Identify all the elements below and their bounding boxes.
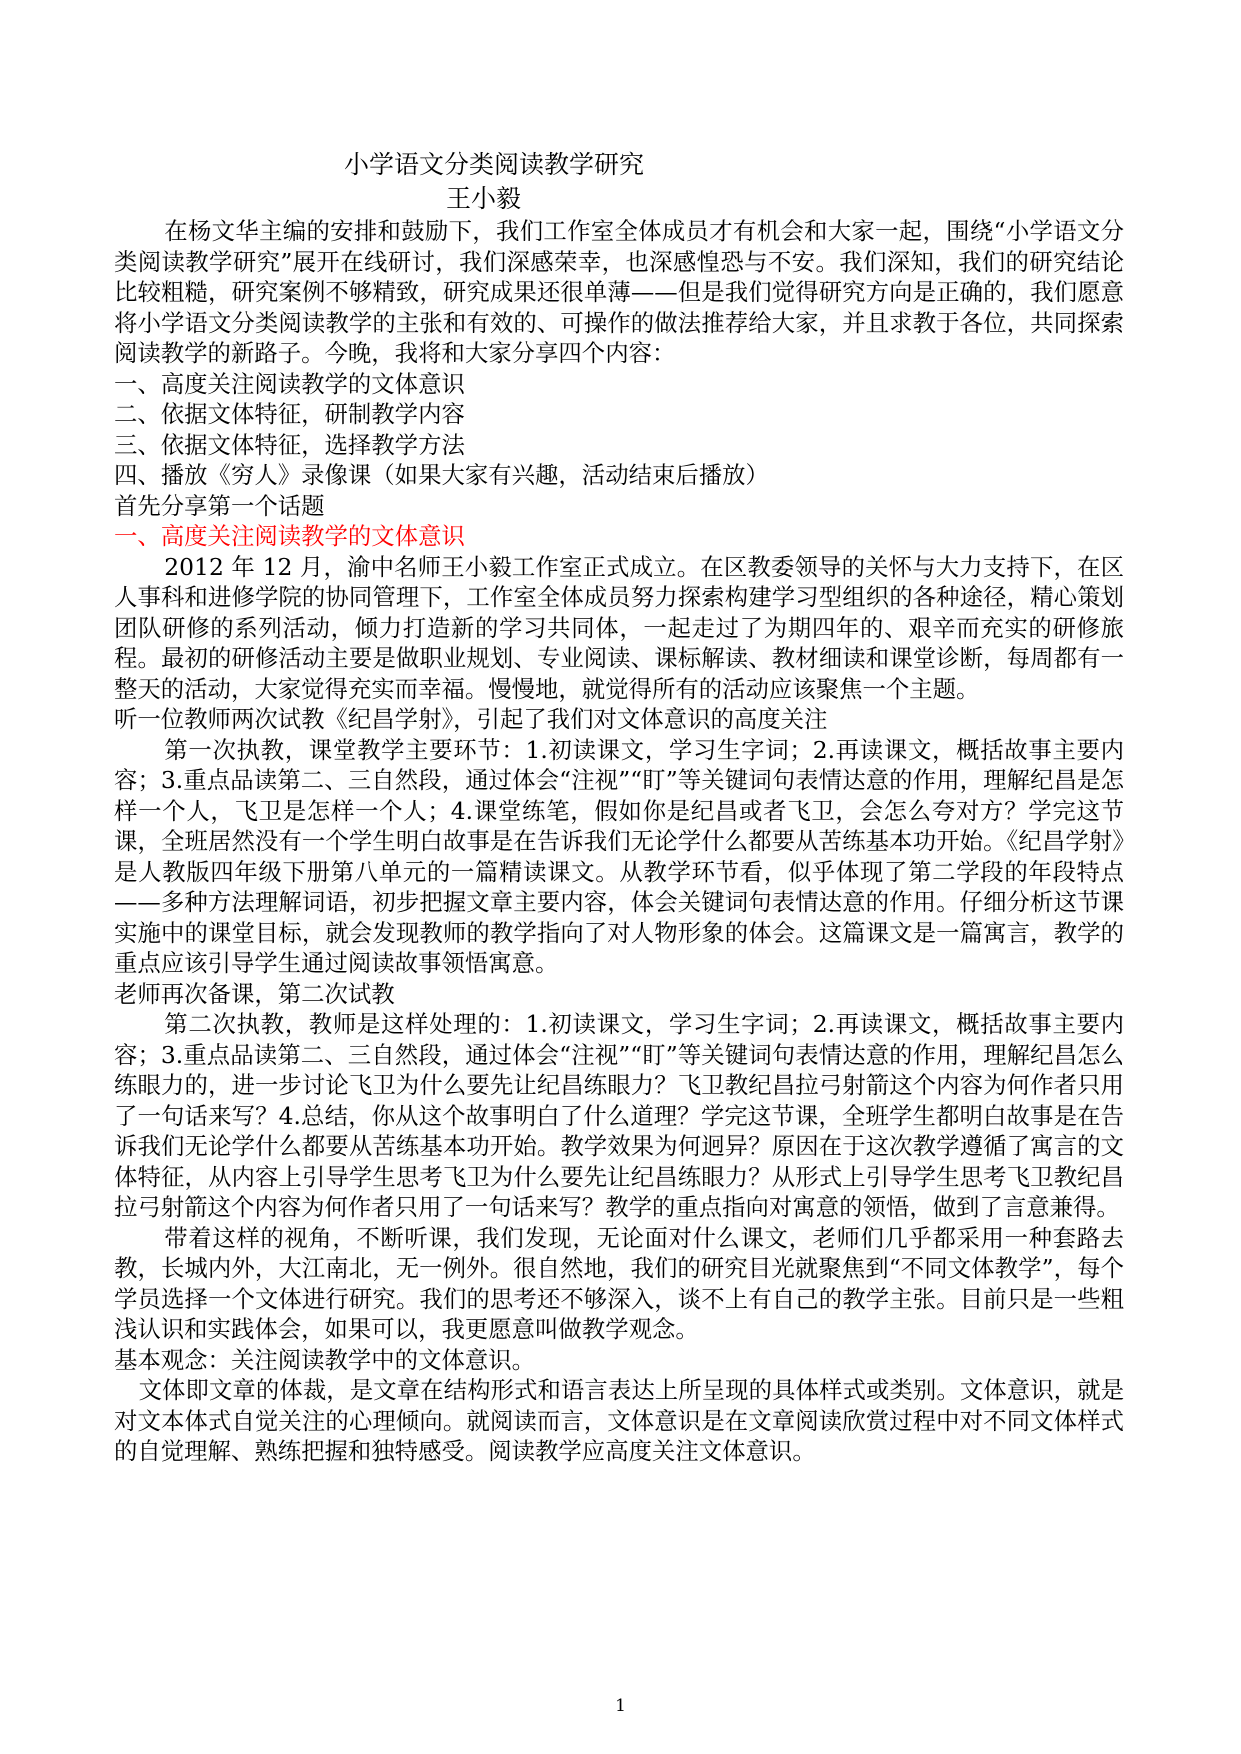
trial-lesson-intro: 听一位教师两次试教《纪昌学射》，引起了我们对文体意识的高度关注: [114, 705, 828, 733]
outline-item-1: 一、高度关注阅读教学的文体意识: [114, 369, 465, 398]
second-lesson-paragraph: 第二次执教，教师是这样处理的：1.初读课文，学习生字词；2.再读课文，概括故事主要内容；3.重点品读第二、三自然段，通过体会“注视”“盯”等关键词句表情达意的作用，理解纪昌怎么练眼力的，进一步讨论飞卫为什么要先让纪昌练眼力？飞卫教纪昌拉弓射箭这个内容为何作者只用了一句话来写？4.总结，你从这个故事明白了什么道理？学完这节课，全班学生都明白故事是在告诉我们无论学什么都要从苦练基本功开始。教学效果为何迥异？原因在于这次教学遵循了寓言的文体特征，从内容上引导学生思考飞卫为什么要先让纪昌练眼力？从形式上引导学生思考飞卫教纪昌拉弓射箭这个内容为何作者只用了一句话来写？教学的重点指向对寓意的领悟，做到了言意兼得。: [114, 1010, 1124, 1221]
first-lesson-paragraph: 第一次执教，课堂教学主要环节：1.初读课文，学习生字词；2.再读课文，概括故事主要内容；3.重点品读第二、三自然段，通过体会“注视”“盯”等关键词句表情达意的作用，理解纪昌是怎样一个人，飞卫是怎样一个人；4.课堂练笔，假如你是纪昌或者飞卫，会怎么夸对方？学完这节课，全班居然没有一个学生明白故事是在告诉我们无论学什么都要从苦练基本功开始。《纪昌学射》是人教版四年级下册第八单元的一篇精读课文。从教学环节看，似乎体现了第二学段的年段特点——多种方法理解词语，初步把握文章主要内容，体会关键词句表情达意的作用。仔细分析这节课实施中的课堂目标，就会发现教师的教学指向了对人物形象的体会。这篇课文是一篇寓言，教学的重点应该引导学生通过阅读故事领悟寓意。: [114, 735, 1124, 977]
observation-paragraph: 带着这样的视角，不断听课，我们发现，无论面对什么课文，老师们几乎都采用一种套路去教，长城内外，大江南北，无一例外。很自然地，我们的研究目光就聚焦到“不同文体教学”，每个学员选择一个文体进行研究。我们的思考还不够深入，谈不上有自己的教学主张。目前只是一些粗浅认识和实践体会，如果可以，我更愿意叫做教学观念。: [114, 1223, 1124, 1343]
outline-item-4: 四、播放《穷人》录像课（如果大家有兴趣，活动结束后播放）: [114, 461, 769, 489]
document-body: [114, 216, 1124, 1467]
outline-item-2: 二、依据文体特征，研制教学内容: [114, 400, 465, 428]
document-author: 王小毅: [446, 184, 522, 213]
document-title: 小学语文分类阅读教学研究: [344, 150, 645, 179]
outline-item-3: 三、依据文体特征，选择教学方法: [114, 430, 465, 459]
page-number: 1: [615, 1696, 626, 1716]
transition-line: 首先分享第一个话题: [114, 491, 325, 520]
section-heading-1: 一、高度关注阅读教学的文体意识: [114, 522, 465, 550]
basic-concept-line: 基本观念：关注阅读教学中的文体意识。: [114, 1345, 536, 1374]
second-trial-line: 老师再次备课，第二次试教: [114, 979, 395, 1008]
intro-paragraph: 在杨文华主编的安排和鼓励下，我们工作室全体成员才有机会和大家一起，围绕“小学语文分类阅读教学研究”展开在线研讨，我们深感荣幸，也深感惶恐与不安。我们深知，我们的研究结论比较粗糙，研究案例不够精致，研究成果还很单薄——但是我们觉得研究方向是正确的，我们愿意将小学语文分类阅读教学的主张和有效的、可操作的做法推荐给大家，并且求教于各位，共同探索阅读教学的新路子。今晚，我将和大家分享四个内容：: [114, 217, 1124, 367]
studio-history-paragraph: 2012 年 12 月，渝中名师王小毅工作室正式成立。在区教委领导的关怀与大力支持下，在区人事科和进修学院的协同管理下，工作室全体成员努力探索构建学习型组织的各种途径，精心策划团队研修的系列活动，倾力打造新的学习共同体，一起走过了为期四年的、艰辛而充实的研修旅程。最初的研修活动主要是做职业规划、专业阅读、课标解读、教材细读和课堂诊断，每周都有一整天的活动，大家觉得充实而幸福。慢慢地，就觉得所有的活动应该聚焦一个主题。: [114, 552, 1124, 703]
genre-definition-paragraph: 文体即文章的体裁，是文章在结构形式和语言表达上所呈现的具体样式或类别。文体意识，就是对文本体式自觉关注的心理倾向。就阅读而言，文体意识是在文章阅读欣赏过程中对不同文体样式的自觉理解、熟练把握和独特感受。阅读教学应高度关注文体意识。: [114, 1376, 1124, 1465]
